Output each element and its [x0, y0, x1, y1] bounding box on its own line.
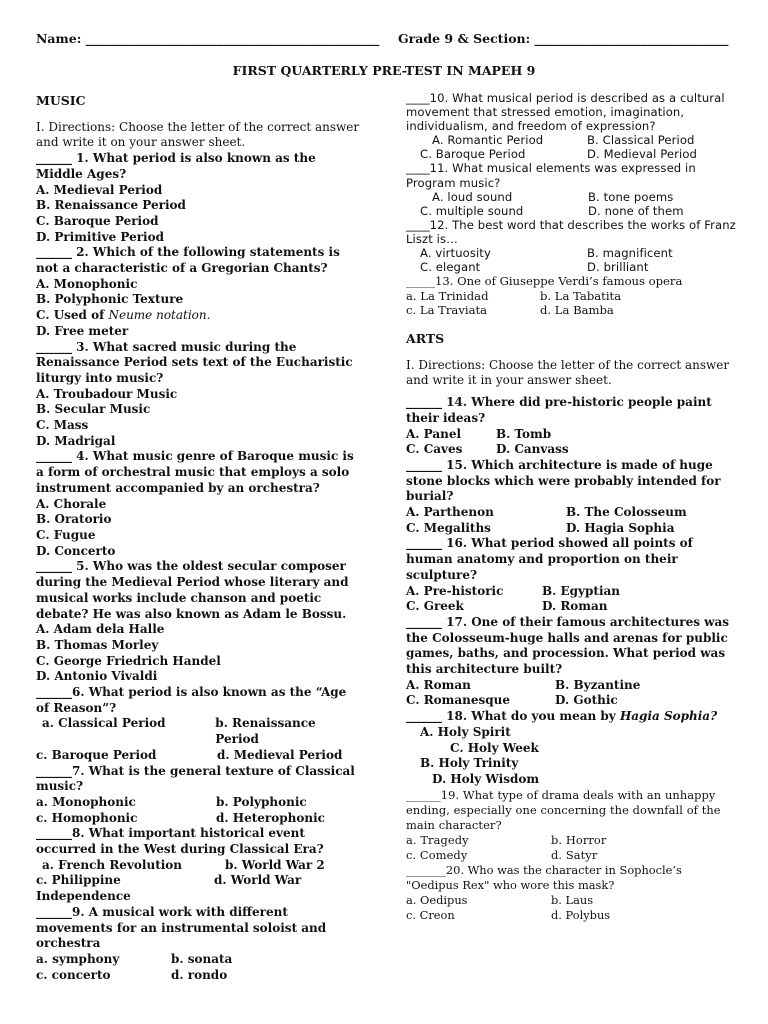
- option-c: C. Fugue: [36, 527, 96, 542]
- question-1: [36, 151, 362, 245]
- option-c-text: C. Used of: [36, 308, 109, 323]
- question-5: [36, 559, 362, 685]
- option-b: B. Thomas Morley: [36, 637, 159, 652]
- question-text: ______ 1. What period is also known as the Middle Ages?: [36, 151, 316, 181]
- option-d: D. none of them: [588, 203, 684, 218]
- question-12: [406, 218, 736, 274]
- options-row-2: [406, 693, 736, 709]
- options-row-1: [406, 893, 736, 908]
- option-a: a. Classical Period: [42, 716, 166, 731]
- option-d: D. Primitive Period: [36, 229, 164, 244]
- option-b: B. Egyptian: [542, 583, 620, 598]
- option-b: B. Byzantine: [555, 677, 641, 692]
- option-b: b. Polyphonic: [216, 794, 307, 809]
- question-text: ______19. What type of drama deals with an unhappy ending, especially one concerning the downfall of the main character?: [406, 787, 721, 832]
- options-row-2: [36, 748, 362, 764]
- options-row-1: [406, 190, 736, 204]
- option-d: D. Gothic: [555, 693, 618, 708]
- option-c: C. Baroque Period: [420, 147, 526, 162]
- option-b: B. tone poems: [588, 189, 674, 204]
- question-text: ______ 3. What sacred music during the Renaissance Period sets text of the Eucharistic liturgy into music?: [36, 339, 353, 385]
- options-row-2: [406, 260, 736, 274]
- option-c: c. Comedy: [406, 847, 468, 862]
- option-a: A. Monophonic: [36, 276, 138, 291]
- question-15: [406, 458, 736, 537]
- question-3: [36, 340, 362, 450]
- option-b: B. Secular Music: [36, 402, 151, 417]
- option-a: a. La Trinidad: [406, 288, 489, 303]
- question-19: [406, 788, 736, 863]
- option-d: d. World War: [214, 873, 302, 888]
- arts-directions: I. Directions: Choose the letter of the correct answer and write it in your answer sheet.: [406, 357, 730, 388]
- option-a: A. Panel: [406, 426, 462, 441]
- question-text-main: ______ 18. What do you mean by: [406, 709, 620, 724]
- question-8: [36, 826, 362, 905]
- option-c: c. Creon: [406, 907, 455, 922]
- question-4: [36, 449, 362, 559]
- question-14: [406, 395, 736, 458]
- option-d: D. Free meter: [36, 323, 129, 338]
- option-b: b. La Tabatita: [540, 288, 622, 303]
- option-a: A. Romantic Period: [432, 133, 544, 148]
- question-text: ____10. What musical period is described as a cultural movement that stressed emotion, imagination, individualism, and freedom of expression?: [406, 91, 725, 134]
- option-d: D. Concerto: [36, 543, 116, 558]
- option-d: D. Canvass: [496, 442, 569, 457]
- music-arts-column: [406, 91, 736, 923]
- music-column: [36, 91, 362, 983]
- option-c: C. Holy Week: [450, 740, 539, 755]
- option-d: D. Antonio Vivaldi: [36, 669, 158, 684]
- option-b: B. magnificent: [587, 246, 673, 261]
- option-b: B. The Colosseum: [566, 505, 687, 520]
- option-a: A. loud sound: [432, 189, 513, 204]
- option-a: A. virtuosity: [420, 246, 491, 261]
- question-text: ______ 4. What music genre of Baroque music is a form of orchestral music that employs a solo instrument accompanied by an orchestra?: [36, 449, 354, 495]
- option-a: a. Tragedy: [406, 832, 469, 847]
- option-d: D. Holy Wisdom: [432, 771, 540, 786]
- name-field-label: Name: _______________________________________________: [36, 31, 380, 46]
- option-b: B. Classical Period: [587, 133, 695, 148]
- option-d: d. rondo: [171, 967, 228, 982]
- question-text-emphasis: Hagia Sophia?: [619, 709, 718, 724]
- question-6: [36, 685, 362, 764]
- question-10: [406, 91, 736, 161]
- option-c: c. La Traviata: [406, 303, 488, 318]
- question-text: ______ 17. One of their famous architectures was the Colosseum-huge halls and arenas for public games, baths, and procession. What period was this architecture built?: [406, 614, 730, 677]
- question-text: ______ 2. Which of the following statements is not a characteristic of a Gregorian Chants?: [36, 245, 340, 276]
- question-20: [406, 863, 736, 923]
- options-row-1: [36, 795, 362, 811]
- question-9: [36, 905, 362, 984]
- option-a: A. Troubadour Music: [36, 386, 178, 401]
- option-a: A. Chorale: [36, 496, 107, 511]
- options-row-1: [406, 833, 736, 848]
- option-a: A. Parthenon: [406, 505, 494, 520]
- question-text: ______ 16. What period showed all points of human anatomy and proportion on their sculpture?: [406, 536, 693, 582]
- options-row-2: [406, 908, 736, 923]
- question-text: ____11. What musical elements was expressed in Program music?: [406, 161, 696, 190]
- options-row-1: [406, 678, 736, 694]
- option-c: C. Megaliths: [406, 520, 491, 535]
- option-b: B. Renaissance Period: [36, 198, 186, 213]
- option-b: B. Polyphonic Texture: [36, 292, 184, 307]
- question-17: [406, 615, 736, 709]
- option-b: b. Renaissance Period: [215, 716, 316, 747]
- question-text: ______6. What period is also known as the “Age of Reason”?: [36, 685, 347, 715]
- options-row-2: [36, 873, 362, 904]
- option-c: C. elegant: [420, 260, 481, 275]
- question-text: _____13. One of Giuseppe Verdi’s famous opera: [406, 274, 683, 289]
- option-a: a. Monophonic: [36, 794, 136, 809]
- option-c: c. Homophonic: [36, 810, 138, 825]
- arts-heading: ARTS: [406, 331, 445, 346]
- question-text: ______9. A musical work with different movements for an instrumental soloist and orchestra: [36, 904, 327, 951]
- question-11: [406, 161, 736, 217]
- options-row-2: [406, 848, 736, 863]
- option-d: d. Medieval Period: [217, 747, 343, 762]
- option-c: [36, 308, 362, 324]
- option-d: D. brilliant: [587, 260, 649, 275]
- options-row-1: [36, 858, 362, 874]
- question-18: [406, 709, 736, 788]
- option-b: B. Holy Trinity: [420, 756, 519, 771]
- options-row-1: [406, 133, 736, 147]
- options-row-1: [406, 289, 736, 304]
- music-directions: I. Directions: Choose the letter of the correct answer and write it on your answer sheet.: [36, 119, 360, 150]
- option-a: A. Pre-historic: [406, 583, 504, 598]
- option-d: d. La Bamba: [540, 303, 614, 318]
- option-b: B. Tomb: [496, 426, 552, 441]
- options-row-2: [406, 442, 736, 458]
- question-text: [406, 709, 736, 725]
- option-d: d. Satyr: [551, 847, 598, 862]
- options-row-2: [406, 147, 736, 161]
- options-row-2: [36, 968, 362, 984]
- options-row-1: [406, 584, 736, 600]
- option-d: d. Heterophonic: [216, 810, 325, 825]
- option-c: C. Caves: [406, 442, 463, 457]
- option-c: C. multiple sound: [420, 203, 524, 218]
- question-16: [406, 536, 736, 615]
- options-row-1: [36, 716, 362, 747]
- options-row-2: [406, 303, 736, 318]
- option-b: b. sonata: [171, 951, 233, 966]
- option-c: C. Romanesque: [406, 693, 511, 708]
- question-text: ______ 14. Where did pre-historic people paint their ideas?: [406, 395, 712, 425]
- options-row-1: [406, 427, 736, 443]
- question-text: ______ 5. Who was the oldest secular composer during the Medieval Period whose literary and musical works include chanson and poetic debate? He was also known as Adam le Bossu.: [36, 559, 349, 621]
- question-7: [36, 764, 362, 827]
- option-c-emphasis: Neume notation.: [108, 308, 211, 323]
- question-text: ______8. What important historical event occurred in the West during Classical Era?: [36, 826, 324, 857]
- option-b: B. Oratorio: [36, 512, 112, 527]
- option-a: a. symphony: [36, 951, 120, 966]
- options-row-1: [406, 505, 736, 521]
- option-a: a. Oedipus: [406, 892, 468, 907]
- option-b: b. Horror: [551, 832, 607, 847]
- option-d: D. Hagia Sophia: [566, 520, 675, 535]
- option-b: b. World War 2: [225, 857, 325, 872]
- music-heading: MUSIC: [36, 93, 86, 108]
- option-c: c. Baroque Period: [36, 747, 157, 762]
- option-b: b. Laus: [551, 892, 594, 907]
- option-a: A. Medieval Period: [36, 182, 163, 197]
- option-a: A. Adam dela Halle: [36, 622, 165, 637]
- option-a: A. Holy Spirit: [420, 724, 511, 739]
- option-c: C. Baroque Period: [36, 213, 159, 228]
- option-c: C. George Friedrich Handel: [36, 653, 221, 668]
- option-a: A. Roman: [406, 677, 471, 692]
- options-row-1: [406, 246, 736, 260]
- question-text: ______ 15. Which architecture is made of huge stone blocks which were probably intended for burial?: [406, 457, 721, 504]
- option-c: c. concerto: [36, 967, 111, 982]
- page-title: FIRST QUARTERLY PRE-TEST IN MAPEH 9: [232, 63, 536, 78]
- arts-questions: [406, 395, 736, 788]
- question-text: ______7. What is the general texture of Classical music?: [36, 763, 355, 794]
- option-c: C. Greek: [406, 599, 464, 614]
- question-2: [36, 245, 362, 339]
- option-d: D. Madrigal: [36, 433, 116, 448]
- options-row-2: [406, 599, 736, 615]
- option-d: D. Medieval Period: [587, 147, 697, 162]
- option-d: D. Roman: [542, 599, 608, 614]
- options-row-1: [36, 952, 362, 968]
- option-a: a. French Revolution: [42, 857, 183, 872]
- question-text: _______20. Who was the character in Sophocle’s "Oedipus Rex" who wore this mask?: [406, 862, 682, 892]
- options-row-2: [406, 204, 736, 218]
- option-d: d. Polybus: [551, 907, 611, 922]
- option-c: c. Philippine Independence: [36, 873, 131, 904]
- options-row-2: [406, 521, 736, 537]
- question-text: ____12. The best word that describes the works of Franz Liszt is…: [406, 217, 736, 246]
- question-13: [406, 274, 736, 318]
- options-row-2: [36, 811, 362, 827]
- grade-section-field-label: Grade 9 & Section: _______________________________: [398, 31, 729, 46]
- option-c: C. Mass: [36, 418, 89, 433]
